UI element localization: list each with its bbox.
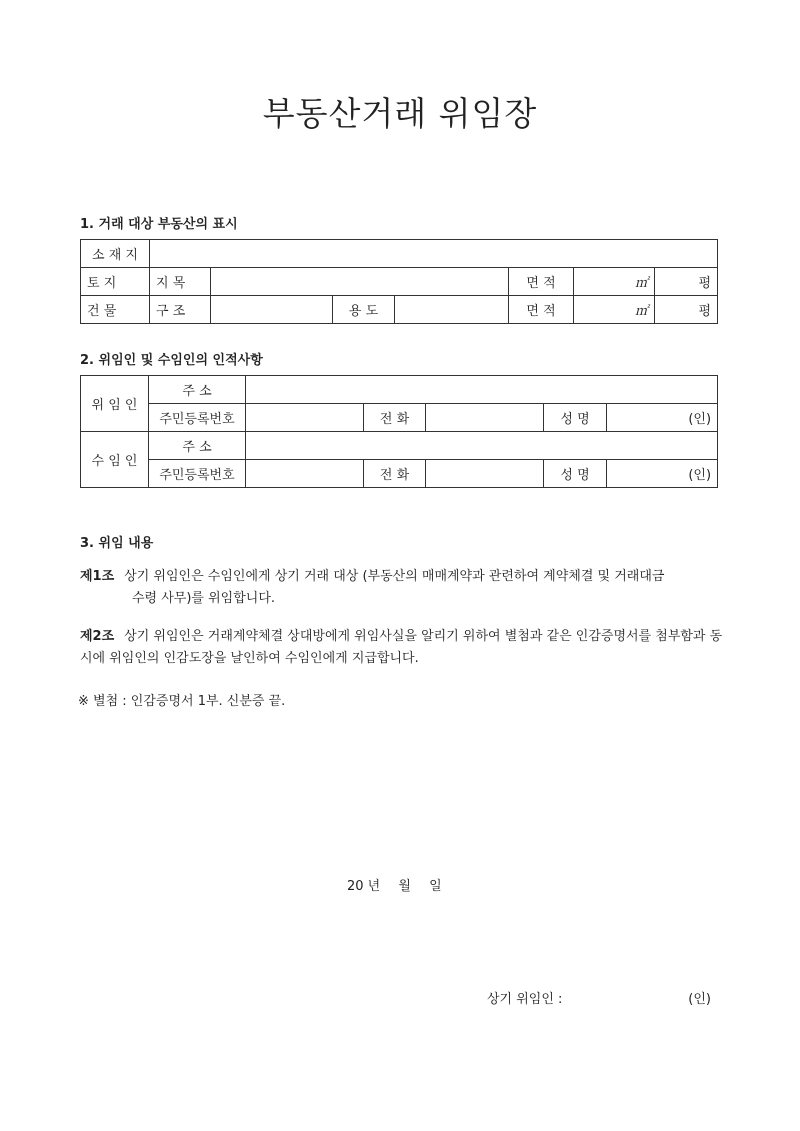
delegatee-address-label: 주 소 (149, 432, 246, 460)
section1-heading: 1. 거래 대상 부동산의 표시 (80, 217, 238, 232)
building-structure-field[interactable] (211, 296, 333, 324)
parties-table (80, 375, 718, 488)
square-meter-unit: ㎡ (634, 276, 648, 291)
delegator-name-label: 성 명 (544, 404, 607, 432)
location-field[interactable] (150, 240, 718, 268)
pyeong-unit: 평 (698, 304, 712, 319)
clause-1-text: 상기 위임인은 수임인에게 상기 거래 대상 (부동산의 매매계약과 관련하여 계약체결 및 거래대금 (124, 569, 665, 584)
clause-2 (80, 626, 725, 670)
delegatee-name-label: 성 명 (544, 460, 607, 488)
seal-mark: (인) (688, 468, 712, 483)
section2-heading: 2. 위임인 및 수임인의 인적사항 (80, 353, 263, 368)
building-area-label: 면 적 (509, 296, 574, 324)
delegator-address-label: 주 소 (149, 376, 246, 404)
clause-2-text: 상기 위임인은 거래계약체결 상대방에게 위임사실을 알리기 위하여 별첨과 같은 인감증명서를 첨부함과 동시에 위임인의 인감도장을 날인하여 수임인에게 지급합니다. (80, 629, 723, 666)
signature-line (487, 988, 717, 1007)
document-title: 부동산거래 위임장 (262, 94, 538, 133)
delegatee-name-field[interactable] (607, 460, 718, 488)
delegator-phone-label: 전 화 (364, 404, 426, 432)
land-category-label: 지 목 (150, 268, 211, 296)
clause-1 (80, 566, 725, 610)
date-day: 일 (429, 879, 442, 894)
clause-1-label: 제1조 (80, 569, 115, 584)
building-label: 건 물 (81, 296, 150, 324)
delegator-id-field[interactable] (246, 404, 364, 432)
delegator-name-field[interactable] (607, 404, 718, 432)
seal-mark: (인) (688, 412, 712, 427)
pyeong-unit: 평 (698, 276, 712, 291)
delegatee-id-label: 주민등록번호 (149, 460, 246, 488)
date-line (347, 875, 456, 894)
signature-seal: (인) (688, 992, 711, 1007)
date-year: 20 년 (347, 879, 381, 894)
delegatee-label: 수 임 인 (81, 432, 149, 488)
delegator-phone-field[interactable] (426, 404, 544, 432)
property-table (80, 239, 718, 324)
delegator-id-label: 주민등록번호 (149, 404, 246, 432)
section3-heading: 3. 위임 내용 (80, 536, 154, 551)
land-category-field[interactable] (211, 268, 509, 296)
delegatee-address-field[interactable] (246, 432, 718, 460)
land-label: 토 지 (81, 268, 150, 296)
land-area-label: 면 적 (509, 268, 574, 296)
delegatee-id-field[interactable] (246, 460, 364, 488)
date-month: 월 (398, 879, 411, 894)
delegatee-phone-label: 전 화 (364, 460, 426, 488)
building-structure-label: 구 조 (150, 296, 211, 324)
clause-2-label: 제2조 (80, 629, 115, 644)
delegator-label: 위 임 인 (81, 376, 149, 432)
delegatee-phone-field[interactable] (426, 460, 544, 488)
land-area-pyeong-field[interactable] (655, 268, 718, 296)
building-area-m2-field[interactable] (574, 296, 655, 324)
attachment-note: ※ 별첨 : 인감증명서 1부. 신분증 끝. (78, 694, 286, 709)
building-area-pyeong-field[interactable] (655, 296, 718, 324)
building-use-label: 용 도 (333, 296, 395, 324)
signature-label: 상기 위임인 : (487, 992, 563, 1007)
land-area-m2-field[interactable] (574, 268, 655, 296)
square-meter-unit: ㎡ (634, 304, 648, 319)
location-label: 소 재 지 (81, 240, 150, 268)
clause-1-text-cont: 수령 사무)를 위임합니다. (132, 591, 276, 606)
delegator-address-field[interactable] (246, 376, 718, 404)
building-use-field[interactable] (395, 296, 509, 324)
